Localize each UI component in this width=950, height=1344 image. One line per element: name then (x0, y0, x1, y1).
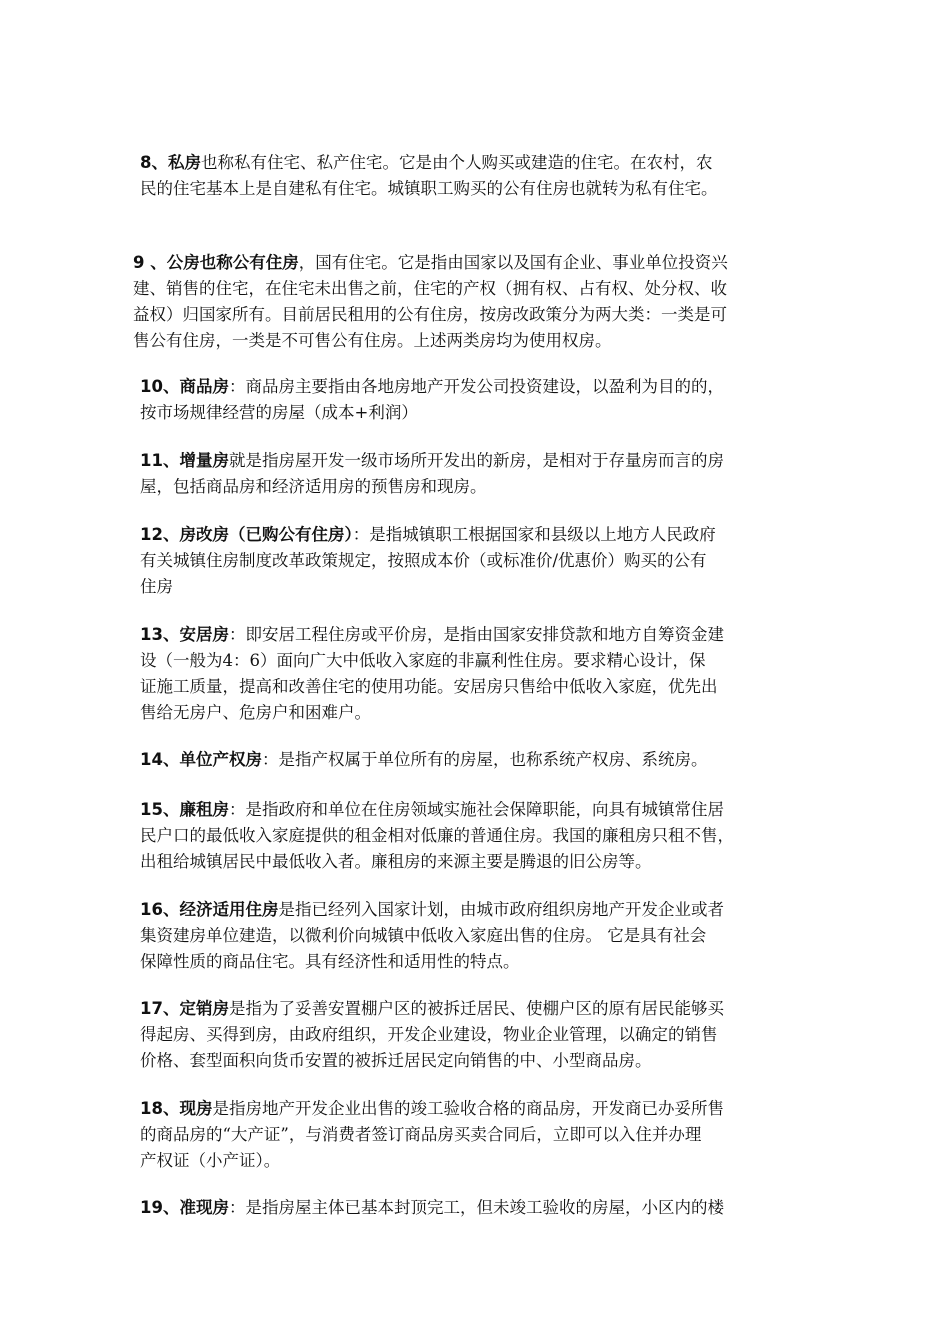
entry-12 (140, 522, 810, 600)
entry-18 (140, 1096, 815, 1174)
entry-text-line: 就是指房屋开发一级市场所开发出的新房，是相对于存量房而言的房 (228, 451, 724, 470)
entry-term: 增量房 (179, 451, 229, 470)
entry-text-line: ，国有住宅。它是指由国家以及国有企业、事业单位投资兴 (298, 253, 728, 272)
entry-term: 廉租房 (179, 800, 229, 819)
entry-number: 12、 (140, 525, 180, 544)
entry-text-line: 建、销售的住宅，在住宅未出售之前，住宅的产权（拥有权、占有权、处分权、收 (133, 279, 727, 298)
entry-term: 房改房（已购公有住房） (179, 525, 353, 544)
entry-term: 准现房 (179, 1198, 229, 1217)
entry-term: 定销房 (179, 999, 229, 1018)
entry-term: 公房也称公有住房 (166, 253, 299, 272)
entry-text-line: ：即安居工程住房或平价房，是指由国家安排贷款和地方自筹资金建 (228, 625, 724, 644)
entry-text-line: 的商品房的“大产证”，与消费者签订商品房买卖合同后，立即可以入住并办理 (140, 1125, 702, 1144)
entry-10 (140, 374, 810, 426)
entry-term: 安居房 (179, 625, 229, 644)
entry-17 (140, 996, 815, 1074)
entry-text-line: ：商品房主要指由各地房地产开发公司投资建设，以盈利为目的的， (228, 377, 724, 396)
entry-text-line: 集资建房单位建造，以微利价向城镇中低收入家庭出售的住房。 它是具有社会 (140, 926, 707, 945)
entry-19 (140, 1195, 820, 1221)
entry-number: 11、 (140, 451, 180, 470)
entry-number: 9 、 (133, 253, 167, 272)
entry-text-line: 屋，包括商品房和经济适用房的预售房和现房。 (140, 477, 487, 496)
entry-text-line: 设（一般为4：6）面向广大中低收入家庭的非赢利性住房。要求精心设计，保 (140, 651, 706, 670)
entry-text-line: 住房 (140, 577, 173, 596)
entry-number: 17、 (140, 999, 180, 1018)
entry-text-line: ：是指城镇职工根据国家和县级以上地方人民政府 (352, 525, 716, 544)
entry-text-line: 有关城镇住房制度改革政策规定，按照成本价（或标准价/优惠价）购买的公有 (140, 551, 707, 570)
entry-13 (140, 622, 810, 726)
entry-term: 私房 (167, 153, 201, 172)
entry-text-line: 民户口的最低收入家庭提供的租金相对低廉的普通住房。我国的廉租房只租不售， (140, 826, 734, 845)
entry-15 (140, 797, 820, 875)
entry-number: 16、 (140, 900, 180, 919)
entry-number: 13、 (140, 625, 180, 644)
entry-text-line: 售给无房户、危房户和困难户。 (140, 703, 371, 722)
entry-term: 商品房 (179, 377, 229, 396)
entry-text-line: 也称私有住宅、私产住宅。它是由个人购买或建造的住宅。在农村，农 (200, 153, 713, 172)
entry-number: 10、 (140, 377, 180, 396)
entry-text-line: 是指房地产开发企业出售的竣工验收合格的商品房，开发商已办妥所售 (212, 1099, 724, 1118)
entry-text-line: 价格、套型面积向货币安置的被拆迁居民定向销售的中、小型商品房。 (140, 1051, 652, 1070)
entry-text-line: 益权）归国家所有。目前居民租用的公有住房，按房改政策分为两大类：一类是可 (133, 305, 727, 324)
entry-number: 15、 (140, 800, 180, 819)
entry-text-line: 按市场规律经营的房屋（成本+利润） (140, 403, 418, 422)
entry-text-line: 售公有住房，一类是不可售公有住房。上述两类房均为使用权房。 (133, 331, 612, 350)
entry-term: 现房 (179, 1099, 213, 1118)
entry-term: 经济适用住房 (179, 900, 279, 919)
entry-text-line: 出租给城镇居民中最低收入者。廉租房的来源主要是腾退的旧公房等。 (140, 852, 652, 871)
entry-number: 14、 (140, 750, 180, 769)
entry-text-line: 是指已经列入国家计划，由城市政府组织房地产开发企业或者 (278, 900, 724, 919)
entry-text-line: ：是指政府和单位在住房领域实施社会保障职能，向具有城镇常住居 (228, 800, 724, 819)
entry-text-line: 证施工质量，提高和改善住宅的使用功能。安居房只售给中低收入家庭，优先出 (140, 677, 718, 696)
entry-8 (140, 150, 805, 202)
entry-text-line: 民的住宅基本上是自建私有住宅。城镇职工购买的公有住房也就转为私有住宅。 (140, 179, 718, 198)
entry-14 (140, 747, 810, 773)
entry-16 (140, 897, 815, 975)
entry-text-line: 保障性质的商品住宅。具有经济性和适用性的特点。 (140, 952, 520, 971)
entry-text-line: 是指为了妥善安置棚户区的被拆迁居民、使棚户区的原有居民能够买 (228, 999, 724, 1018)
entry-term: 单位产权房 (179, 750, 262, 769)
entry-number: 18、 (140, 1099, 180, 1118)
entry-number: 19、 (140, 1198, 180, 1217)
entry-text-line: 得起房、买得到房，由政府组织，开发企业建设，物业企业管理，以确定的销售 (140, 1025, 718, 1044)
entry-text-line: ：是指房屋主体已基本封顶完工，但未竣工验收的房屋，小区内的楼 (228, 1198, 724, 1217)
entry-text-line: ：是指产权属于单位所有的房屋，也称系统产权房、系统房。 (261, 750, 708, 769)
entry-text-line: 产权证（小产证）。 (140, 1151, 281, 1170)
entry-number: 8、 (140, 153, 168, 172)
entry-11 (140, 448, 810, 500)
entry-9 (133, 250, 823, 354)
